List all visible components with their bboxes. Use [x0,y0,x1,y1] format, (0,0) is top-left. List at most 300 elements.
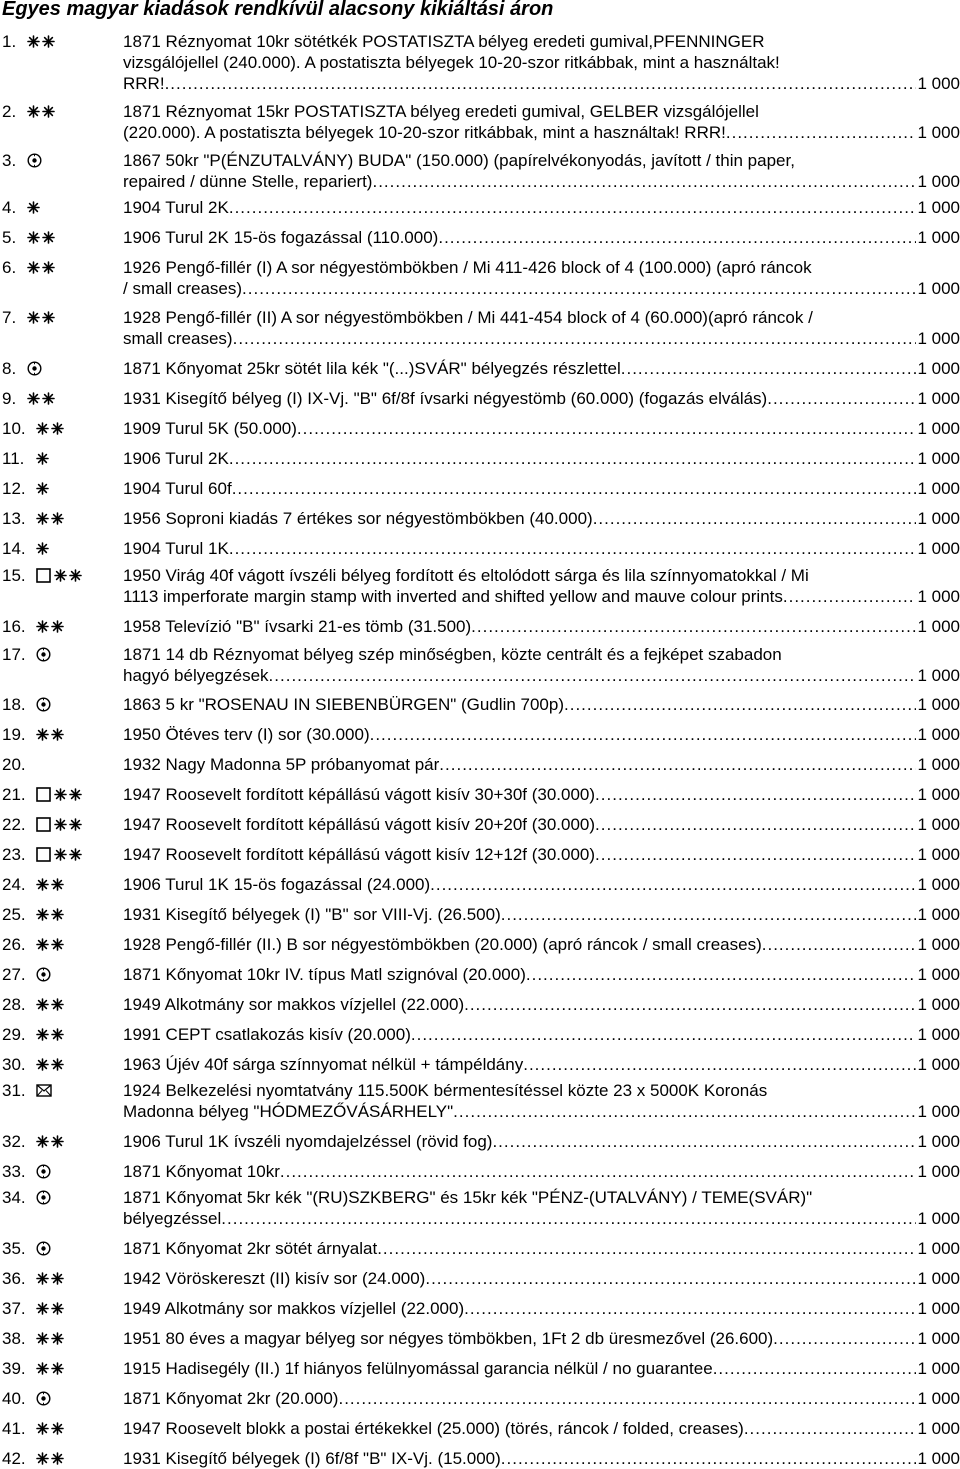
starting-price: 1 000 [917,1419,960,1438]
starting-price: 1 000 [917,965,960,984]
dot-leader [425,1268,916,1289]
description-line: 1958 Televízió "B" ívsarki 21-es tömb (31.500) [123,617,472,636]
starting-price: 1 000 [917,695,960,714]
item-description [123,1238,960,1259]
imperforate-square-icon [36,847,51,862]
condition-symbols [36,1187,51,1208]
dot-leader [280,1161,917,1182]
starting-price: 1 000 [917,666,960,685]
item-description [123,1358,960,1379]
starting-price: 1 000 [917,389,960,408]
item-description [123,1268,960,1289]
dot-leader [233,328,917,349]
dot-leader [773,1328,916,1349]
item-number: 22. [2,815,26,834]
item-description [123,644,960,686]
condition-symbols [36,964,51,985]
starting-price: 1 000 [917,509,960,528]
description-line: 1924 Belkezelési nyomtatvány 115.500K bérmentesítéssel közte 23 x 5000K Koronás [123,1081,768,1100]
condition-symbols [27,388,55,409]
item-number: 32. [2,1132,26,1151]
description-line: 1926 Pengő-fillér (I) A sor négyestömbökben / Mi 411-426 block of 4 (100.000) (apró ráncok [123,258,812,277]
used-stamp-icon [36,697,51,712]
dot-leader [370,724,917,745]
mint-never-hinged-icon [27,392,55,405]
item-number: 24. [2,875,26,894]
dot-leader [464,994,916,1015]
used-stamp-icon [27,361,42,376]
description-line: 1949 Alkotmány sor makkos vízjellel (22.000) [123,995,465,1014]
item-number: 14. [2,539,26,558]
item-description [123,934,960,955]
description-line: 1991 CEPT csatlakozás kisív (20.000) [123,1025,411,1044]
item-number: 28. [2,995,26,1014]
item-number: 30. [2,1055,26,1074]
item-description [123,358,960,379]
description-line: 1909 Turul 5K (50.000) [123,419,297,438]
description-line: hagyó bélyegzések [123,666,269,685]
starting-price: 1 000 [917,198,960,217]
mint-never-hinged-icon [36,512,64,525]
item-description [123,964,960,985]
condition-symbols [36,508,64,529]
item-description [123,31,960,94]
description-line: 1928 Pengő-fillér (II) A sor négyestömbökben / Mi 441-454 block of 4 (60.000)(apró ráncok / [123,308,813,327]
item-number: 18. [2,695,26,714]
item-number: 34. [2,1188,26,1207]
condition-symbols [27,227,55,248]
description-line: small creases) [123,329,233,348]
dot-leader [564,694,916,715]
item-number: 12. [2,479,26,498]
mint-never-hinged-icon [27,105,55,118]
condition-symbols [36,1448,64,1469]
condition-symbols [36,994,64,1015]
item-number: 33. [2,1162,26,1181]
imperforate-square-icon [36,568,51,583]
item-number: 29. [2,1025,26,1044]
condition-symbols [27,31,55,52]
item-number: 16. [2,617,26,636]
mint-never-hinged-icon [36,998,64,1011]
dot-leader [338,1388,916,1409]
description-line: 1871 Kőnyomat 10kr [123,1162,280,1181]
item-description [123,418,960,439]
description-line: 1863 5 kr "ROSENAU IN SIEBENBÜRGEN" (Gudlin 700p) [123,695,565,714]
description-line: 1931 Kisegítő bélyeg (I) IX-Vj. "B" 6f/8f ívsarki négyestömb (60.000) (fogazás elválás) [123,389,768,408]
condition-symbols [27,358,42,379]
dot-leader [232,478,917,499]
mint-never-hinged-icon [36,1272,64,1285]
description-line: 1963 Újév 40f sárga színnyomat nélkül + támpéldány [123,1055,524,1074]
dot-leader [621,358,917,379]
mint-never-hinged-icon [54,818,82,831]
dot-leader [744,1418,917,1439]
description-line: 1949 Alkotmány sor makkos vízjellel (22.000) [123,1299,465,1318]
item-number: 20. [2,755,26,774]
starting-price: 1 000 [917,1025,960,1044]
condition-symbols [36,538,49,559]
description-line: 1871 Kőnyomat 2kr sötét árnyalat [123,1239,378,1258]
item-number: 21. [2,785,26,804]
item-description [123,724,960,745]
starting-price: 1 000 [917,1269,960,1288]
mint-hinged-icon [36,542,49,555]
starting-price: 1 000 [917,228,960,247]
item-number: 26. [2,935,26,954]
item-description [123,1080,960,1122]
condition-symbols [36,1024,64,1045]
starting-price: 1 000 [917,755,960,774]
condition-symbols [36,1388,51,1409]
item-description [123,1388,960,1409]
description-line: 1871 14 db Réznyomat bélyeg szép minőségben, közte centrált és a fejképet szabadon [123,645,782,664]
item-description [123,844,960,865]
condition-symbols [36,1298,64,1319]
item-number: 23. [2,845,26,864]
description-line: RRR! [123,74,165,93]
description-line: / small creases) [123,279,243,298]
item-description [123,538,960,559]
starting-price: 1 000 [917,1449,960,1468]
mint-never-hinged-icon [54,848,82,861]
description-line: 1904 Turul 2K [123,198,229,217]
description-line: 1871 Kőnyomat 25kr sötét lila kék "(...)SVÁR" bélyegzés részlettel [123,359,621,378]
item-description [123,1418,960,1439]
starting-price: 1 000 [917,1055,960,1074]
starting-price: 1 000 [917,875,960,894]
item-number: 25. [2,905,26,924]
item-number: 9. [2,389,17,408]
dot-leader [372,171,916,192]
description-line: 1956 Soproni kiadás 7 értékes sor négyestömbökben (40.000) [123,509,593,528]
condition-symbols [36,565,82,586]
description-line: 1113 imperforate margin stamp with inverted and shifted yellow and mauve colour prints [123,587,783,606]
starting-price: 1 000 [917,905,960,924]
starting-price: 1 000 [917,785,960,804]
item-description [123,307,960,349]
condition-symbols [36,694,51,715]
description-line: 1947 Roosevelt fordított képállású vágott kisív 30+30f (30.000) [123,785,596,804]
starting-price: 1 000 [917,1329,960,1348]
description-line: 1871 Réznyomat 15kr POSTATISZTA bélyeg eredeti gumival, GELBER vizsgálójellel [123,102,759,121]
dot-leader [501,904,917,925]
starting-price: 1 000 [917,1239,960,1258]
item-number: 41. [2,1419,26,1438]
item-number: 35. [2,1239,26,1258]
item-number: 2. [2,102,17,121]
dot-leader [595,814,916,835]
item-number: 7. [2,308,17,327]
starting-price: 1 000 [917,449,960,468]
starting-price: 1 000 [917,539,960,558]
mint-never-hinged-icon [36,1422,64,1435]
description-line: 1931 Kisegítő bélyegek (I) "B" sor VIII-Vj. (26.500) [123,905,501,924]
condition-symbols [36,644,51,665]
mint-never-hinged-icon [36,1058,64,1071]
item-description [123,388,960,409]
condition-symbols [36,478,49,499]
condition-symbols [36,904,64,925]
item-description [123,814,960,835]
item-number: 8. [2,359,17,378]
dot-leader [411,1024,917,1045]
starting-price: 1 000 [917,359,960,378]
starting-price: 1 000 [917,329,960,348]
used-stamp-icon [36,1391,51,1406]
item-description [123,904,960,925]
item-number: 3. [2,151,17,170]
description-line: 1867 50kr "P(ÉNZUTALVÁNY) BUDA" (150.000) (papírelvékonyodás, javított / thin paper, [123,151,795,170]
envelope-icon [36,1084,52,1097]
item-number: 31. [2,1081,26,1100]
item-description [123,1131,960,1152]
starting-price: 1 000 [917,172,960,191]
starting-price: 1 000 [917,587,960,606]
mint-hinged-icon [36,482,49,495]
item-number: 17. [2,645,26,664]
dot-leader [783,586,917,607]
description-line: 1931 Kisegítő bélyegek (I) 6f/8f "B" IX-Vj. (15.000) [123,1449,501,1468]
starting-price: 1 000 [917,279,960,298]
description-line: 1871 Kőnyomat 10kr IV. típus Matl szignóval (20.000) [123,965,526,984]
starting-price: 1 000 [917,1209,960,1228]
mint-never-hinged-icon [36,422,64,435]
description-line: 1871 Kőnyomat 5kr kék "(RU)SZKBERG" és 15kr kék "PÉNZ-(UTALVÁNY) / TEME(SVÁR)" [123,1188,813,1207]
condition-symbols [36,1268,64,1289]
condition-symbols [36,418,64,439]
item-description [123,565,960,607]
description-line: 1906 Turul 1K 15-ös fogazással (24.000) [123,875,431,894]
description-line: 1947 Roosevelt fordított képállású vágott kisív 20+20f (30.000) [123,815,596,834]
condition-symbols [27,307,55,328]
description-line: Madonna bélyeg "HÓDMEZŐVÁSÁRHELY" [123,1102,454,1121]
mint-never-hinged-icon [27,311,55,324]
description-line: bélyegzéssel [123,1209,222,1228]
item-number: 40. [2,1389,26,1408]
used-stamp-icon [36,647,51,662]
dot-leader [269,665,917,686]
mint-never-hinged-icon [54,569,82,582]
condition-symbols [27,257,55,278]
description-line: 1915 Hadisegély (II.) 1f hiányos felülnyomással garancia nélkül / no guarantee [123,1359,713,1378]
mint-never-hinged-icon [36,908,64,921]
description-line: 1950 Virág 40f vágott ívszéli bélyeg fordított és eltolódott sárga és lila színnyomatokkal / Mi [123,566,809,585]
starting-price: 1 000 [917,815,960,834]
condition-symbols [36,1080,52,1101]
used-stamp-icon [27,153,42,168]
starting-price: 1 000 [917,123,960,142]
item-description [123,197,960,218]
dot-leader [713,1358,917,1379]
description-line: 1950 Ötéves terv (I) sor (30.000) [123,725,370,744]
item-description [123,150,960,192]
item-description [123,1161,960,1182]
dot-leader [471,616,916,637]
starting-price: 1 000 [917,74,960,93]
imperforate-square-icon [36,787,51,802]
dot-leader [595,844,916,865]
dot-leader [453,1101,916,1122]
mint-never-hinged-icon [27,261,55,274]
description-line: 1947 Roosevelt fordított képállású vágott kisív 12+12f (30.000) [123,845,596,864]
dot-leader [221,1208,916,1229]
starting-price: 1 000 [917,995,960,1014]
mint-hinged-icon [27,201,40,214]
dot-leader [726,122,917,143]
item-description [123,101,960,143]
dot-leader [439,754,916,775]
description-line: 1871 Kőnyomat 2kr (20.000) [123,1389,339,1408]
description-line: vizsgálójellel (240.000). A postatiszta bélyegek 10-20-szor ritkábbak, mint a használtak! [123,53,780,72]
item-number: 42. [2,1449,26,1468]
item-number: 1. [2,32,17,51]
starting-price: 1 000 [917,935,960,954]
dot-leader [593,508,917,529]
mint-never-hinged-icon [36,878,64,891]
starting-price: 1 000 [917,479,960,498]
description-line: 1906 Turul 2K [123,449,229,468]
dot-leader [165,73,917,94]
condition-symbols [36,1161,51,1182]
condition-symbols [36,1054,64,1075]
dot-leader [229,448,917,469]
condition-symbols [36,934,64,955]
condition-symbols [36,814,82,835]
condition-symbols [36,1418,64,1439]
item-description [123,1448,960,1469]
dot-leader [464,1298,916,1319]
starting-price: 1 000 [917,419,960,438]
item-description [123,616,960,637]
item-description [123,994,960,1015]
dot-leader [523,1054,916,1075]
starting-price: 1 000 [917,617,960,636]
item-description [123,874,960,895]
item-number: 19. [2,725,26,744]
item-description [123,1024,960,1045]
mint-never-hinged-icon [36,1302,64,1315]
item-description [123,1298,960,1319]
mint-never-hinged-icon [36,1332,64,1345]
mint-never-hinged-icon [36,1362,64,1375]
dot-leader [430,874,916,895]
dot-leader [438,227,916,248]
condition-symbols [36,448,49,469]
starting-price: 1 000 [917,1359,960,1378]
item-description [123,478,960,499]
item-number: 11. [2,449,25,468]
mint-hinged-icon [36,452,49,465]
mint-never-hinged-icon [36,938,64,951]
description-line: (220.000). A postatiszta bélyegek 10-20-szor ritkábbak, mint a használtak! RRR! [123,123,726,142]
condition-symbols [36,1358,64,1379]
dot-leader [762,934,917,955]
description-line: 1906 Turul 1K ívszéli nyomdajelzéssel (rövid fog) [123,1132,493,1151]
item-number: 39. [2,1359,26,1378]
item-number: 13. [2,509,26,528]
item-description [123,694,960,715]
dot-leader [492,1131,916,1152]
description-line: 1947 Roosevelt blokk a postai értékekkel (25.000) (törés, ráncok / folded, creases) [123,1419,744,1438]
description-line: 1942 Vöröskereszt (II) kisív sor (24.000) [123,1269,426,1288]
description-line: 1871 Réznyomat 10kr sötétkék POSTATISZTA bélyeg eredeti gumival,PFENNINGER [123,32,765,51]
item-description [123,508,960,529]
starting-price: 1 000 [917,1299,960,1318]
dot-leader [767,388,916,409]
description-line: 1904 Turul 60f [123,479,232,498]
starting-price: 1 000 [917,1162,960,1181]
description-line: 1928 Pengő-fillér (II.) B sor négyestömbökben (20.000) (apró ráncok / small creases) [123,935,762,954]
item-number: 38. [2,1329,26,1348]
condition-symbols [36,844,82,865]
condition-symbols [36,1131,64,1152]
mint-never-hinged-icon [36,1028,64,1041]
dot-leader [229,538,917,559]
mint-never-hinged-icon [27,231,55,244]
mint-never-hinged-icon [54,788,82,801]
item-description [123,1054,960,1075]
mint-never-hinged-icon [36,728,64,741]
dot-leader [501,1448,917,1469]
item-number: 27. [2,965,26,984]
used-stamp-icon [36,967,51,982]
item-description [123,1328,960,1349]
page-title: Egyes magyar kiadások rendkívül alacsony kikiáltási áron [2,0,554,20]
condition-symbols [36,724,64,745]
used-stamp-icon [36,1241,51,1256]
item-number: 36. [2,1269,26,1288]
condition-symbols [27,150,42,171]
starting-price: 1 000 [917,1389,960,1408]
starting-price: 1 000 [917,1132,960,1151]
item-number: 6. [2,258,17,277]
condition-symbols [36,784,82,805]
starting-price: 1 000 [917,725,960,744]
starting-price: 1 000 [917,845,960,864]
item-description [123,257,960,299]
description-line: repaired / dünne Stelle, repariert) [123,172,373,191]
dot-leader [242,278,916,299]
item-description [123,227,960,248]
item-number: 5. [2,228,17,247]
description-line: 1951 80 éves a magyar bélyeg sor négyes tömbökben, 1Ft 2 db üresmezővel (26.600) [123,1329,774,1348]
dot-leader [526,964,917,985]
starting-price: 1 000 [917,1102,960,1121]
dot-leader [229,197,917,218]
item-number: 10. [2,419,26,438]
description-line: 1932 Nagy Madonna 5P próbanyomat pár [123,755,440,774]
condition-symbols [27,197,40,218]
mint-never-hinged-icon [36,620,64,633]
item-description [123,754,960,775]
item-number: 15. [2,566,26,585]
description-line: 1904 Turul 1K [123,539,229,558]
item-description [123,1187,960,1229]
mint-never-hinged-icon [36,1135,64,1148]
imperforate-square-icon [36,817,51,832]
dot-leader [595,784,916,805]
condition-symbols [36,1238,51,1259]
mint-never-hinged-icon [36,1452,64,1465]
dot-leader [297,418,917,439]
condition-symbols [36,874,64,895]
used-stamp-icon [36,1190,51,1205]
dot-leader [377,1238,916,1259]
condition-symbols [36,1328,64,1349]
used-stamp-icon [36,1164,51,1179]
item-number: 37. [2,1299,26,1318]
